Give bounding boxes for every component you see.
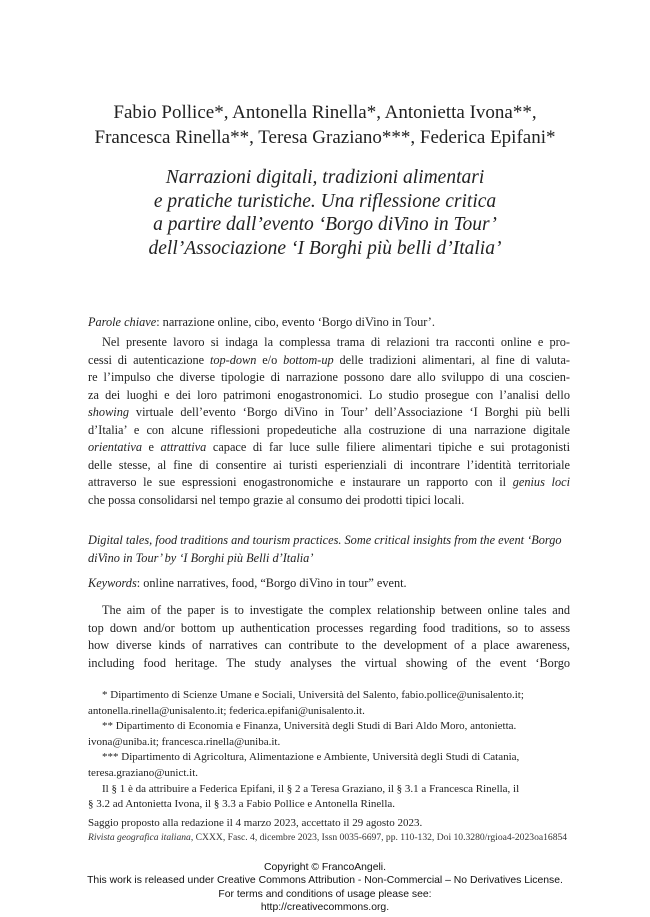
footnote-line: ** Dipartimento di Economia e Finanza, Università degli Studi di Bari Aldo Moro, antonietta. — [102, 720, 517, 733]
keywords-english — [88, 575, 568, 593]
abstract-english — [88, 602, 570, 672]
footnote-line: § 3.2 ad Antonietta Ivona, il § 3.3 a Fabio Pollice e Antonella Rinella. — [88, 798, 396, 811]
abstract-line: che possa consolidarsi nel tempo grazie al consumo dei prodotti tipici locali. — [88, 492, 465, 507]
keywords-english-label: Keywords — [88, 576, 137, 590]
title-line-3: a partire dall’evento ‘Borgo diVino in Tour’ — [153, 214, 497, 235]
footnote-line: * Dipartimento di Scienze Umane e Sociali, Università del Salento, fabio.pollice@unisalento.it; — [102, 689, 524, 701]
text-span: virtuale dell’evento ‘Borgo diVino in Tour’ dell’Associazione ‘I Borghi più belli — [129, 405, 570, 419]
abstract-line: top down and/or bottom up authentication processes regarding food traditions, so to assess — [88, 620, 570, 635]
italic-term: top-down — [209, 352, 257, 367]
title-line-2: e pratiche turistiche. Una riflessione critica — [153, 190, 497, 212]
text-span: e — [141, 440, 161, 454]
abstract-line — [88, 474, 570, 492]
footnote-line: teresa.graziano@unict.it. — [88, 766, 198, 779]
copyright-line-2: This work is released under Creative Commons Attribution - Non-Commercial – No Derivatives License. — [87, 875, 563, 887]
english-title-line-1: Digital tales, food traditions and tourism practices. Some critical insights from the event ‘Borgo — [88, 533, 562, 547]
italic-term: attrattiva — [160, 440, 207, 454]
copyright-line-3: For terms and conditions of usage please see: — [218, 888, 432, 900]
abstract-line: delle stesse, al fine di consentire ai turisti esperienziali di incontrare l’identità territoriale — [88, 457, 570, 472]
author-list — [60, 100, 590, 150]
abstract-line: za dei luoghi e dei loro patrimoni enogastronomici. Lo studio prosegue con l’analisi dello — [88, 387, 570, 402]
italic-term: orientativa — [88, 440, 142, 454]
article-title — [80, 166, 570, 260]
footnote-line: antonella.rinella@unisalento.it; federica.epifani@unisalento.it. — [88, 704, 365, 717]
abstract-line: how diverse kinds of narratives can contribute to the development of a place awareness, — [88, 638, 570, 652]
english-title-line-2: diVino in Tour’ by ‘I Borghi più Belli d’Italia’ — [88, 550, 314, 565]
text-span: capace di far luce sulle filiere alimentari tipiche e sui protagonisti — [206, 440, 570, 454]
text-span: attraverso le sue espressioni enogastronomiche e instaurare un rapporto con il — [88, 475, 513, 489]
journal-citation — [88, 832, 570, 843]
italic-term: showing — [88, 405, 129, 419]
text-span: e/o — [256, 352, 284, 367]
author-line-2: Francesca Rinella**, Teresa Graziano***, Federica Epifani* — [94, 127, 556, 148]
keywords-italian-text: : narrazione online, cibo, evento ‘Borgo diVino in Tour’. — [156, 315, 435, 329]
copyright-line-1: Copyright © FrancoAngeli. — [263, 862, 386, 873]
footnotes — [88, 688, 570, 831]
text-span: delle tradizioni alimentari, al fine di valuta- — [333, 352, 571, 367]
journal-details: , CXXX, Fasc. 4, dicembre 2023, Issn 0035-6697, pp. 110-132, Doi 10.3280/rgioa4-2023oa16854 — [190, 832, 568, 843]
abstract-line: re l’impulso che diverse tipologie di narrazione possono dare allo sviluppo di una coscien- — [88, 370, 570, 384]
keywords-english-text: : online narratives, food, “Borgo diVino in tour” event. — [136, 576, 407, 590]
abstract-italian — [88, 334, 570, 509]
copyright-notice — [0, 861, 650, 915]
english-title — [88, 532, 570, 567]
submission-dates: Saggio proposto alla redazione il 4 marzo 2023, accettato il 29 agosto 2023. — [88, 816, 423, 829]
italic-term: genius loci — [512, 475, 570, 489]
italic-term: bottom-up — [283, 352, 334, 367]
abstract-line — [88, 439, 570, 457]
author-line-1: Fabio Pollice*, Antonella Rinella*, Antonietta Ivona**, — [113, 102, 537, 123]
keywords-italian-label: Parole chiave — [88, 315, 157, 329]
journal-name: Rivista geografica italiana — [88, 832, 191, 843]
footnote-line: ivona@uniba.it; francesca.rinella@uniba.it. — [88, 735, 281, 748]
abstract-line — [88, 352, 570, 370]
abstract-line — [88, 404, 570, 422]
title-line-4: dell’Associazione ‘I Borghi più belli d’Italia’ — [148, 237, 502, 259]
abstract-line: The aim of the paper is to investigate the complex relationship between online tales and — [102, 603, 570, 617]
footnote-line: *** Dipartimento di Agricoltura, Alimentazione e Ambiente, Università degli Studi di Catania, — [102, 751, 520, 764]
keywords-italian — [88, 314, 568, 332]
abstract-line: Nel presente lavoro si indaga la complessa trama di relazioni tra racconti online e pro- — [102, 335, 570, 349]
text-span: cessi di autenticazione — [88, 352, 210, 367]
abstract-line: including food heritage. The study analyses the virtual showing of the event ‘Borgo — [88, 655, 570, 670]
copyright-link[interactable]: http://creativecommons.org. — [260, 902, 390, 914]
footnote-line: Il § 1 è da attribuire a Federica Epifani, il § 2 a Teresa Graziano, il § 3.1 a Francesca Rinella, il — [102, 782, 520, 795]
abstract-line: d’Italia’ e con alcune riflessioni propedeutiche alla costruzione di una narrazione digitale — [88, 422, 570, 437]
title-line-1: Narrazioni digitali, tradizioni alimentari — [165, 167, 485, 188]
